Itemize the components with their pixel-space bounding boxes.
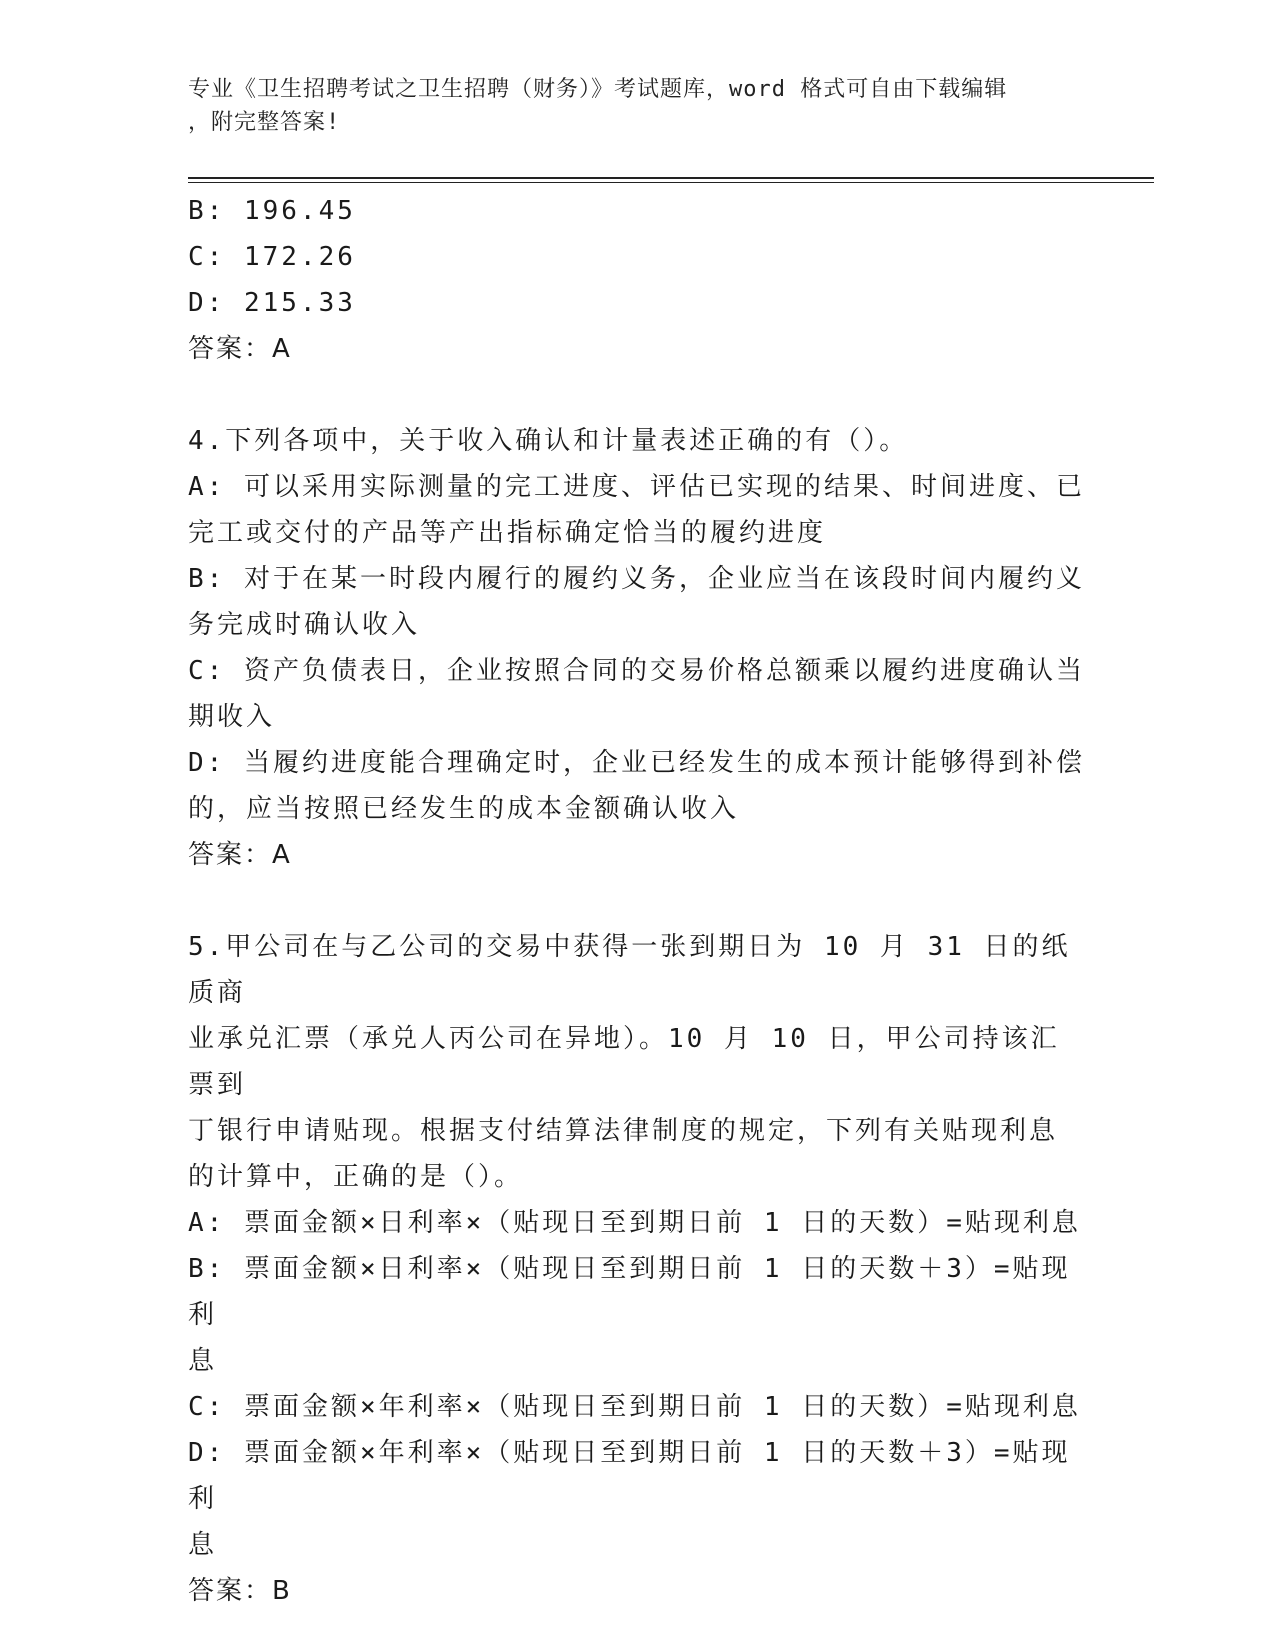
question-stem-line-4: 的计算中，正确的是（）。: [188, 1162, 524, 1192]
option-d-line-1: D: 当履约进度能合理确定时，企业已经发生的成本预计能够得到补偿: [188, 748, 1085, 778]
question-stem-line-3: 丁银行申请贴现。根据支付结算法律制度的规定，下列有关贴现利息: [188, 1116, 1059, 1146]
spacer: [188, 372, 1088, 418]
option-c-line-2: 期收入: [188, 702, 276, 732]
header-rule-thick: [188, 177, 1154, 179]
option-c-line-1: C: 票面金额×年利率×（贴现日至到期日前 1 日的天数）=贴现利息: [188, 1392, 1081, 1422]
question-stem: 4.下列各项中，关于收入确认和计量表述正确的有（）。: [188, 426, 909, 456]
header-rule-thin: [188, 182, 1154, 183]
option-a-line-1: A: 可以采用实际测量的完工进度、评估已实现的结果、时间进度、已: [188, 472, 1085, 502]
option-d: D: 215.33: [188, 288, 356, 318]
prev-question: [188, 188, 1088, 372]
option-b-line-1: B: 票面金额×日利率×（贴现日至到期日前 1 日的天数＋3）=贴现利: [188, 1254, 1071, 1330]
document-header: [188, 73, 1068, 139]
answer-label: 答案：A: [188, 840, 292, 870]
option-d-line-2: 的，应当按照已经发生的成本金额确认收入: [188, 794, 740, 824]
option-b-line-2: 息: [188, 1346, 218, 1376]
question-4: [188, 418, 1088, 878]
header-line-2: ，附完整答案!: [188, 110, 341, 135]
option-d-line-1: D: 票面金额×年利率×（贴现日至到期日前 1 日的天数＋3）=贴现利: [188, 1438, 1071, 1514]
document-body: [188, 188, 1088, 1614]
option-b-line-2: 务完成时确认收入: [188, 610, 421, 640]
option-c-line-1: C: 资产负债表日，企业按照合同的交易价格总额乘以履约进度确认当: [188, 656, 1085, 686]
option-b-line-1: B: 对于在某一时段内履行的履约义务，企业应当在该段时间内履约义: [188, 564, 1085, 594]
option-c: C: 172.26: [188, 242, 356, 272]
option-a-line-1: A: 票面金额×日利率×（贴现日至到期日前 1 日的天数）=贴现利息: [188, 1208, 1081, 1238]
header-line-1: 专业《卫生招聘考试之卫生招聘（财务）》考试题库，word 格式可自由下载编辑: [188, 77, 1008, 102]
question-stem-line-2: 业承兑汇票（承兑人丙公司在异地）。10 月 10 日，甲公司持该汇票到: [188, 1024, 1060, 1100]
option-d-line-2: 息: [188, 1530, 218, 1560]
answer-label: 答案：B: [188, 1576, 292, 1606]
option-b: B: 196.45: [188, 196, 356, 226]
option-a-line-2: 完工或交付的产品等产出指标确定恰当的履约进度: [188, 518, 827, 548]
question-5: [188, 924, 1088, 1614]
answer-label: 答案：A: [188, 334, 292, 364]
question-stem-line-1: 5.甲公司在与乙公司的交易中获得一张到期日为 10 月 31 日的纸质商: [188, 932, 1071, 1008]
spacer: [188, 878, 1088, 924]
